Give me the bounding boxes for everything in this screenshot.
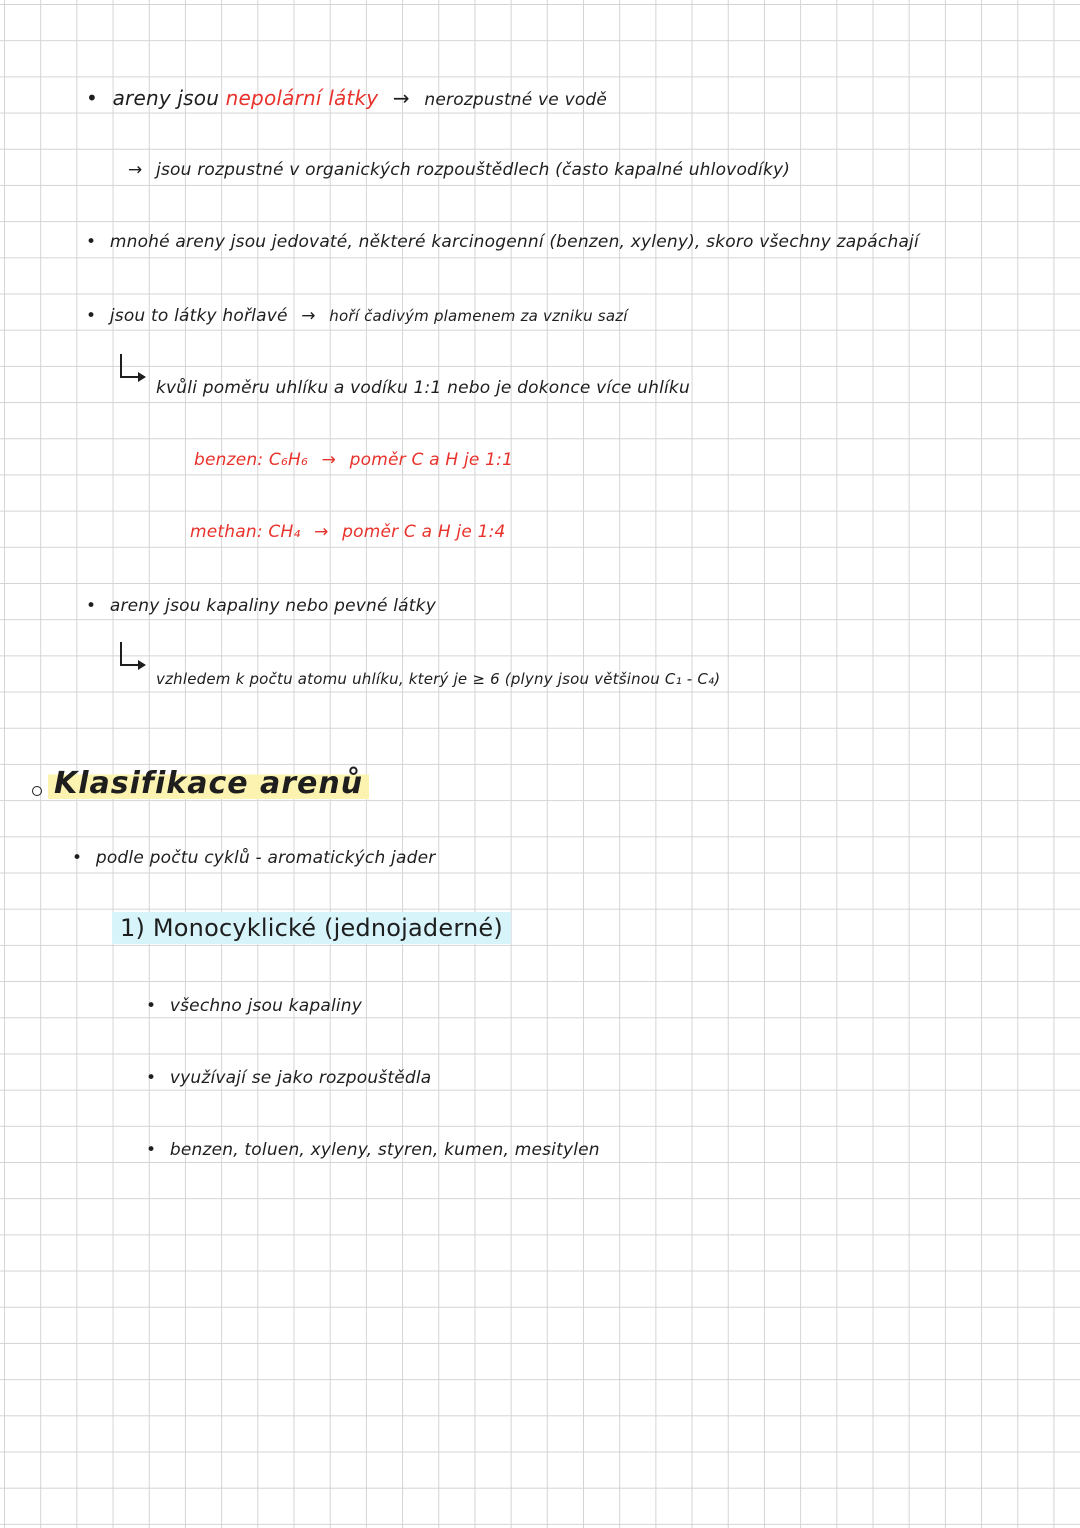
section-heading [48,766,369,801]
arrow-right-icon: → [301,306,316,326]
note-line-4 [86,306,628,326]
note-line-1 [86,86,607,110]
bullet: • [86,306,97,326]
subheading-monocyclic [112,914,511,942]
bullet: • [86,86,98,110]
ratio-text: poměr C a H je 1:4 [342,522,506,542]
arrow-right-icon: → [321,450,337,470]
note-line-8 [86,596,436,616]
subheading-text: 1) Monocyklické (jednojaderné) [112,912,511,944]
list-item [146,1140,600,1160]
arrow-right-icon: → [314,522,329,542]
note-text: nerozpustné ve vodě [424,90,608,110]
arrow-right-icon: → [392,86,410,110]
arrow-right-icon: → [128,160,143,180]
list-item-text: všechno jsou kapaliny [169,996,363,1016]
note-text: jsou to látky hořlavé [109,306,288,326]
note-text: podle počtu cyklů - aromatických jader [95,848,436,868]
note-line-2 [128,160,790,180]
section-heading-text: Klasifikace arenů [48,766,369,801]
note-line-5 [156,378,690,398]
list-item [146,1068,431,1088]
list-item-text: benzen, toluen, xyleny, styren, kumen, mesitylen [169,1140,600,1160]
note-text-red: nepolární látky [225,86,379,110]
list-item-text: využívají se jako rozpouštědla [169,1068,432,1088]
note-line-6 [194,450,513,470]
formula-methan: methan: CH₄ [190,522,301,542]
classification-criterion [72,848,435,868]
circle-bullet-icon [32,786,42,796]
formula-benzen: benzen: C₆H₆ [194,450,308,470]
bullet: • [86,232,97,252]
bullet: • [146,996,157,1016]
note-text: jsou rozpustné v organických rozpouštědlech (často kapalné uhlovodíky) [156,160,791,180]
note-line-9 [156,670,720,688]
corner-arrow-icon [120,642,138,666]
note-text: vzhledem k počtu atomu uhlíku, který je ≥ 6 (plyny jsou většinou C₁ - C₄) [156,670,721,688]
note-line-3 [86,232,919,252]
bullet: • [146,1140,157,1160]
list-item [146,996,362,1016]
note-text: hoří čadivým plamenem za vzniku sazí [329,307,628,325]
bullet: • [86,596,97,616]
note-text: areny jsou kapaliny nebo pevné látky [109,596,436,616]
ratio-text: poměr C a H je 1:1 [349,450,514,470]
note-text: mnohé areny jsou jedovaté, některé karcinogenní (benzen, xyleny), skoro všechny zapáchají [109,232,919,252]
corner-arrow-icon [120,354,138,378]
bullet: • [72,848,83,868]
note-text: areny jsou [112,86,220,110]
bullet: • [146,1068,157,1088]
note-line-7 [190,522,506,542]
note-text: kvůli poměru uhlíku a vodíku 1:1 nebo je dokonce více uhlíku [156,378,690,398]
